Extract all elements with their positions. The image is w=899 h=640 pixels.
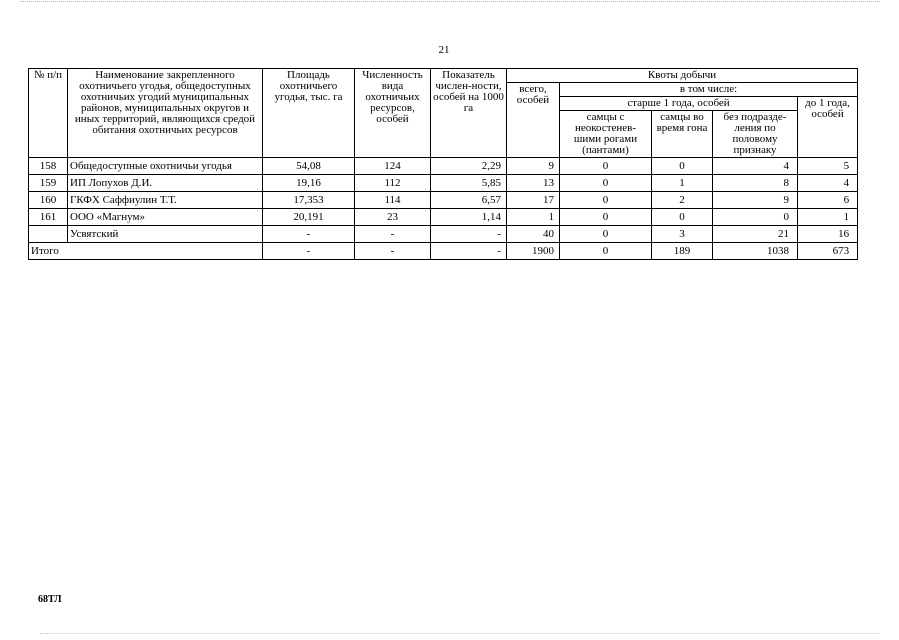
cell-males-rut: 1 bbox=[652, 175, 713, 192]
header-name: Наименование закрепленного охотничьего угодья, общедоступных охотничьих угодий муниципальных районов, муниципальных округов и иных территорий, являющихся средой обитания охотничьих ресурсов bbox=[68, 69, 263, 158]
cell-males-horns: 0 bbox=[560, 175, 652, 192]
cell-name: ООО «Магнум» bbox=[68, 209, 263, 226]
cell-no-sex: 9 bbox=[713, 192, 798, 209]
cell-young: 16 bbox=[798, 226, 858, 243]
table-row bbox=[29, 158, 858, 175]
cell-count: 23 bbox=[355, 209, 431, 226]
cell-area: - bbox=[263, 226, 355, 243]
header-total: всего, особей bbox=[507, 83, 560, 158]
header-no-sex: без подразде-ления по половому признаку bbox=[713, 111, 798, 158]
header-area: Площадь охотничьего угодья, тыс. га bbox=[263, 69, 355, 158]
page-number: 21 bbox=[438, 44, 450, 56]
cell-no-sex: 4 bbox=[713, 158, 798, 175]
cell-area: 20,191 bbox=[263, 209, 355, 226]
cell-males-horns: 0 bbox=[560, 192, 652, 209]
cell-total: 9 bbox=[507, 158, 560, 175]
quota-table bbox=[28, 68, 858, 260]
table-body bbox=[29, 158, 858, 260]
total-total: 1900 bbox=[507, 243, 560, 260]
total-no-sex: 1038 bbox=[713, 243, 798, 260]
scan-edge-top bbox=[20, 1, 880, 2]
header-males-horns: самцы с неокостенев-шими рогами (пантами) bbox=[560, 111, 652, 158]
total-males-rut: 189 bbox=[652, 243, 713, 260]
cell-count: 124 bbox=[355, 158, 431, 175]
table-row bbox=[29, 175, 858, 192]
cell-area: 19,16 bbox=[263, 175, 355, 192]
total-density: - bbox=[431, 243, 507, 260]
table-row bbox=[29, 209, 858, 226]
header-older: старше 1 года, особей bbox=[560, 97, 798, 111]
cell-name: Общедоступные охотничьи угодья bbox=[68, 158, 263, 175]
cell-count: 112 bbox=[355, 175, 431, 192]
cell-num: 159 bbox=[29, 175, 68, 192]
header-young: до 1 года, особей bbox=[798, 97, 858, 158]
total-row bbox=[29, 243, 858, 260]
cell-no-sex: 21 bbox=[713, 226, 798, 243]
header-quotas: Квоты добычи bbox=[507, 69, 858, 83]
cell-males-rut: 3 bbox=[652, 226, 713, 243]
cell-name: ИП Лопухов Д.И. bbox=[68, 175, 263, 192]
header-density: Показатель числен-ности, особей на 1000 га bbox=[431, 69, 507, 158]
table-row bbox=[29, 192, 858, 209]
cell-name: Усвятский bbox=[68, 226, 263, 243]
total-area: - bbox=[263, 243, 355, 260]
cell-num: 158 bbox=[29, 158, 68, 175]
total-males-horns: 0 bbox=[560, 243, 652, 260]
cell-males-horns: 0 bbox=[560, 226, 652, 243]
cell-density: 2,29 bbox=[431, 158, 507, 175]
total-count: - bbox=[355, 243, 431, 260]
cell-total: 13 bbox=[507, 175, 560, 192]
cell-area: 54,08 bbox=[263, 158, 355, 175]
cell-young: 4 bbox=[798, 175, 858, 192]
header-males-rut: самцы во время гона bbox=[652, 111, 713, 158]
cell-num: 160 bbox=[29, 192, 68, 209]
cell-males-horns: 0 bbox=[560, 209, 652, 226]
cell-density: - bbox=[431, 226, 507, 243]
cell-count: - bbox=[355, 226, 431, 243]
cell-no-sex: 0 bbox=[713, 209, 798, 226]
cell-name: ГКФХ Саффиулин Т.Т. bbox=[68, 192, 263, 209]
header-num: № п/п bbox=[29, 69, 68, 158]
cell-males-rut: 0 bbox=[652, 209, 713, 226]
table-header bbox=[29, 69, 858, 158]
cell-area: 17,353 bbox=[263, 192, 355, 209]
cell-males-rut: 0 bbox=[652, 158, 713, 175]
cell-total: 40 bbox=[507, 226, 560, 243]
cell-young: 6 bbox=[798, 192, 858, 209]
header-count: Численность вида охотничьих ресурсов, особей bbox=[355, 69, 431, 158]
cell-num bbox=[29, 226, 68, 243]
table-row bbox=[29, 226, 858, 243]
cell-density: 6,57 bbox=[431, 192, 507, 209]
cell-young: 5 bbox=[798, 158, 858, 175]
cell-density: 5,85 bbox=[431, 175, 507, 192]
header-including: в том числе: bbox=[560, 83, 858, 97]
scan-edge-bottom bbox=[40, 633, 880, 634]
cell-num: 161 bbox=[29, 209, 68, 226]
footer-code: 68ТЛ bbox=[38, 594, 62, 605]
total-label: Итого bbox=[29, 243, 263, 260]
total-young: 673 bbox=[798, 243, 858, 260]
cell-total: 1 bbox=[507, 209, 560, 226]
cell-young: 1 bbox=[798, 209, 858, 226]
cell-density: 1,14 bbox=[431, 209, 507, 226]
cell-no-sex: 8 bbox=[713, 175, 798, 192]
cell-count: 114 bbox=[355, 192, 431, 209]
cell-total: 17 bbox=[507, 192, 560, 209]
cell-males-rut: 2 bbox=[652, 192, 713, 209]
cell-males-horns: 0 bbox=[560, 158, 652, 175]
